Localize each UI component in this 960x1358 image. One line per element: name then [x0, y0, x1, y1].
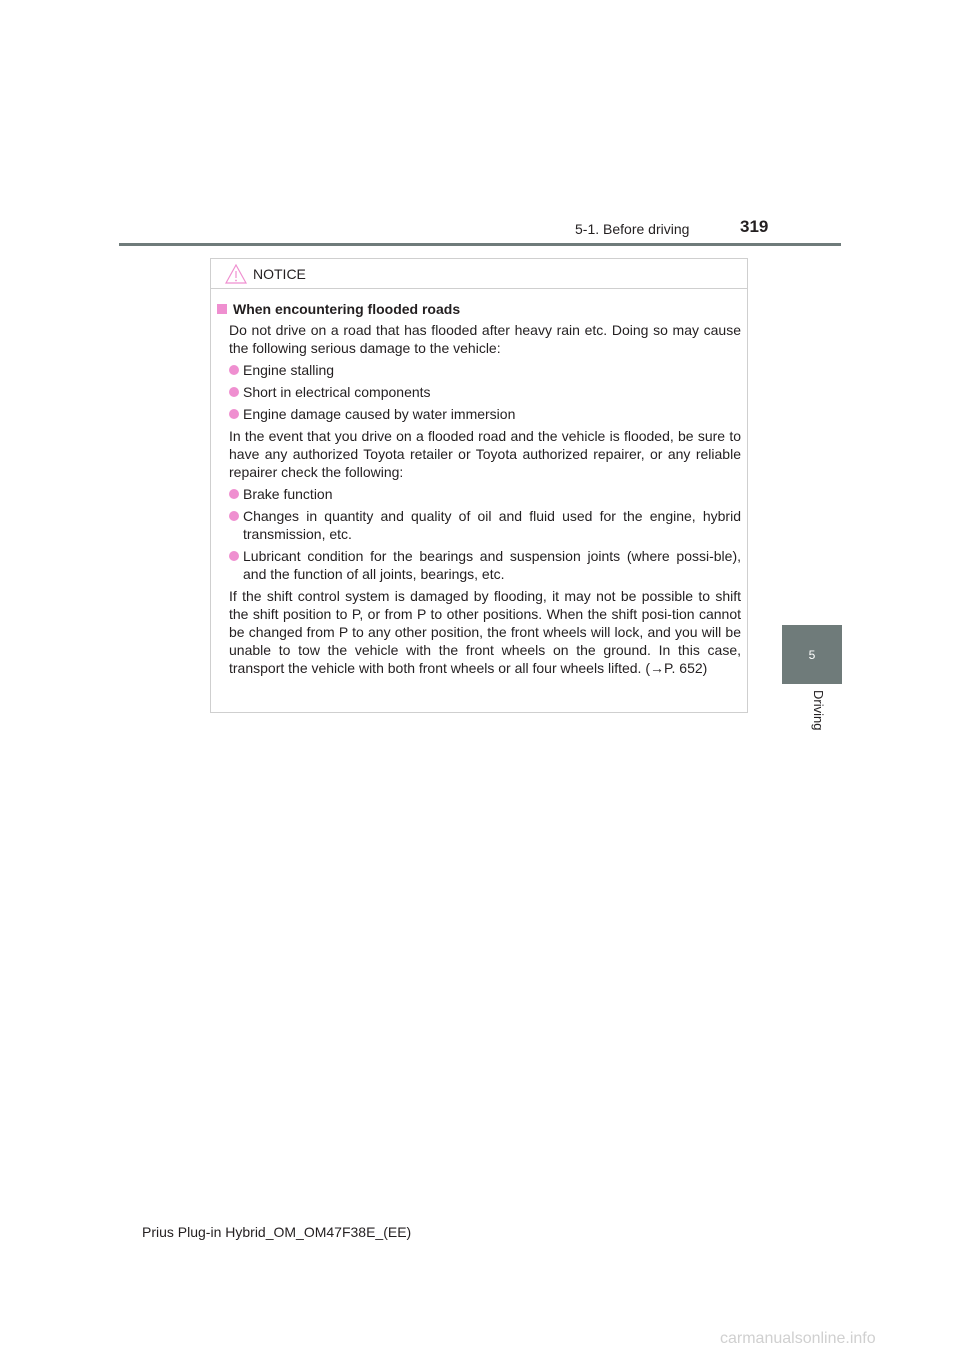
damage-item: Short in electrical components — [243, 384, 431, 400]
notice-intro: Do not drive on a road that has flooded after heavy rain etc. Doing so may cause the following serious damage to the vehicle: — [229, 322, 741, 356]
check-intro: In the event that you drive on a flooded road and the vehicle is flooded, be sure to have any authorized Toyota retailer or Toyota authorized repairer, or any reliable repairer check the following: — [229, 428, 741, 480]
page-number: 319 — [740, 217, 769, 236]
damage-item: Engine damage caused by water immersion — [243, 406, 516, 422]
manual-footer: Prius Plug-in Hybrid_OM_OM47F38E_(EE) — [142, 1224, 412, 1240]
header-divider — [119, 243, 841, 246]
shift-warning: If the shift control system is damaged by flooding, it may not be possible to shift the shift position to P, or from P to other positions. When the shift posi-tion cannot be changed from P to any other position, the front wheels will lock, and you will be unable to tow the vehicle with the front wheels on the ground. In this case, transport the vehicle with both front wheels or all four wheels lifted. (→P. 652) — [229, 588, 741, 676]
list-item — [217, 507, 741, 543]
notice-box — [210, 258, 748, 713]
list-item — [217, 485, 741, 503]
check-item: Lubricant condition for the bearings and suspension joints (where possi-ble), and the function of all joints, bearings, etc. — [243, 548, 741, 582]
circle-bullet-icon — [229, 551, 239, 561]
notice-title: When encountering flooded roads — [233, 301, 461, 317]
list-item — [217, 405, 741, 423]
chapter-number: 5 — [808, 647, 816, 662]
notice-header — [211, 259, 747, 289]
chapter-tab — [782, 625, 842, 684]
circle-bullet-icon — [229, 511, 239, 521]
circle-bullet-icon — [229, 365, 239, 375]
damage-item: Engine stalling — [243, 362, 335, 378]
list-item — [217, 383, 741, 401]
check-item: Changes in quantity and quality of oil and fluid used for the engine, hybrid transmission, etc. — [243, 508, 741, 542]
section-header: 5-1. Before driving — [575, 221, 690, 237]
circle-bullet-icon — [229, 489, 239, 499]
list-item — [217, 547, 741, 583]
circle-bullet-icon — [229, 387, 239, 397]
check-item: Brake function — [243, 486, 333, 502]
notice-body — [211, 289, 747, 677]
circle-bullet-icon — [229, 409, 239, 419]
watermark: carmanualsonline.info — [720, 1330, 876, 1347]
notice-section-title — [217, 300, 741, 318]
chapter-title: Driving — [811, 690, 826, 731]
notice-label: NOTICE — [253, 265, 306, 282]
square-bullet-icon — [217, 304, 227, 314]
warning-triangle-icon — [225, 264, 247, 284]
list-item — [217, 361, 741, 379]
